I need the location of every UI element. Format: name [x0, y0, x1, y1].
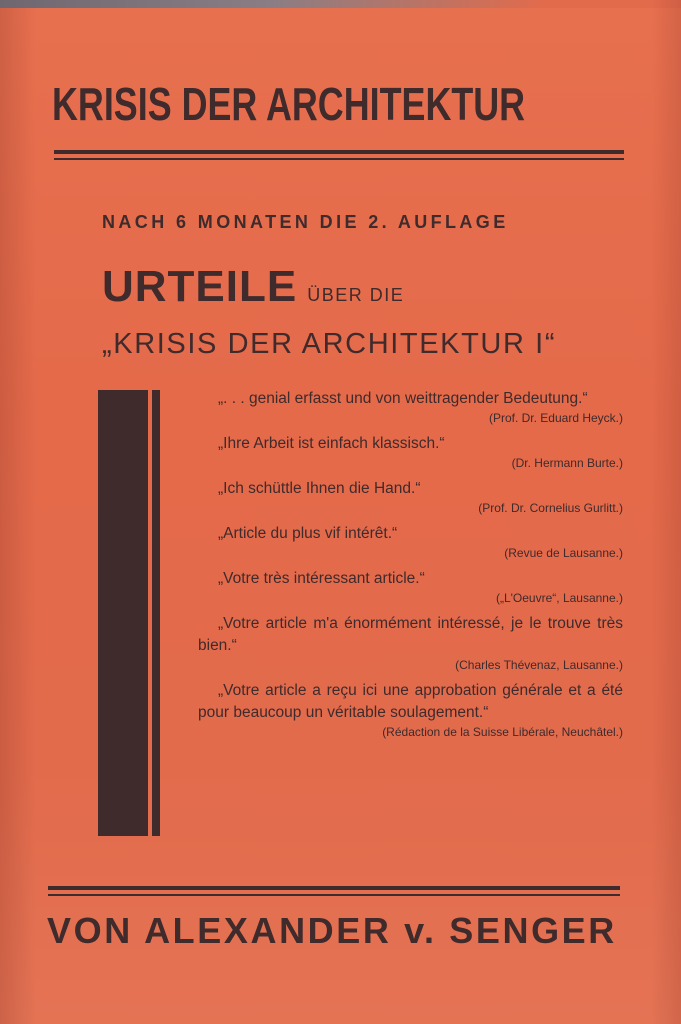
quote-text: „Ihre Arbeit ist einfach klassisch.“ — [218, 435, 445, 452]
edition-note: NACH 6 MONATEN DIE 2. AUFLAGE — [102, 212, 509, 232]
quote-text: „Article du plus vif intérêt.“ — [218, 525, 398, 542]
review-quote — [198, 388, 623, 427]
quote-text: „Votre article m'a énormément intéressé, je le trouve très bien.“ — [198, 615, 623, 654]
decorative-bar-thick — [98, 390, 148, 836]
quote-text: „. . . genial erfasst und von weittragender Bedeutung.“ — [218, 390, 588, 407]
review-quote — [198, 680, 623, 741]
quote-text: „Votre article a reçu ici une approbation générale et a été pour beaucoup un véritable soulagement.“ — [198, 682, 623, 721]
review-quote — [198, 433, 623, 472]
review-quotes — [198, 388, 623, 747]
review-quote — [198, 478, 623, 517]
author-rule-thick — [48, 886, 620, 890]
quote-source: (Charles Thévenaz, Lausanne.) — [455, 658, 623, 672]
quote-source: (Prof. Dr. Cornelius Gurlitt.) — [478, 501, 623, 515]
quote-text: „Ich schüttle Ihnen die Hand.“ — [218, 480, 421, 497]
title-rule-thin — [54, 158, 624, 160]
quote-source: (Revue de Lausanne.) — [504, 546, 623, 560]
author-line: VON ALEXANDER v. SENGER — [47, 910, 617, 951]
quote-text: „Votre très intéressant article.“ — [218, 570, 425, 587]
urteile-heading — [102, 262, 404, 312]
book-title: KRISIS DER ARCHITEKTUR — [52, 78, 526, 130]
review-quote — [198, 568, 623, 607]
urteile-word: URTEILE — [102, 262, 298, 311]
quote-source: (Dr. Hermann Burte.) — [511, 456, 623, 470]
review-quote — [198, 613, 623, 674]
ueber-die-text: ÜBER DIE — [307, 285, 405, 305]
quote-source: (Rédaction de la Suisse Libérale, Neuchâtel.) — [382, 725, 623, 739]
quote-source: („L'Oeuvre“, Lausanne.) — [495, 591, 623, 605]
author-rule-thin — [48, 894, 620, 896]
decorative-bar-thin — [152, 390, 160, 836]
review-quote — [198, 523, 623, 562]
top-edge — [0, 0, 681, 8]
reviewed-work-title: „KRISIS DER ARCHITEKTUR I“ — [102, 328, 557, 360]
quote-source: (Prof. Dr. Eduard Heyck.) — [488, 411, 623, 425]
title-rule-thick — [54, 150, 624, 154]
